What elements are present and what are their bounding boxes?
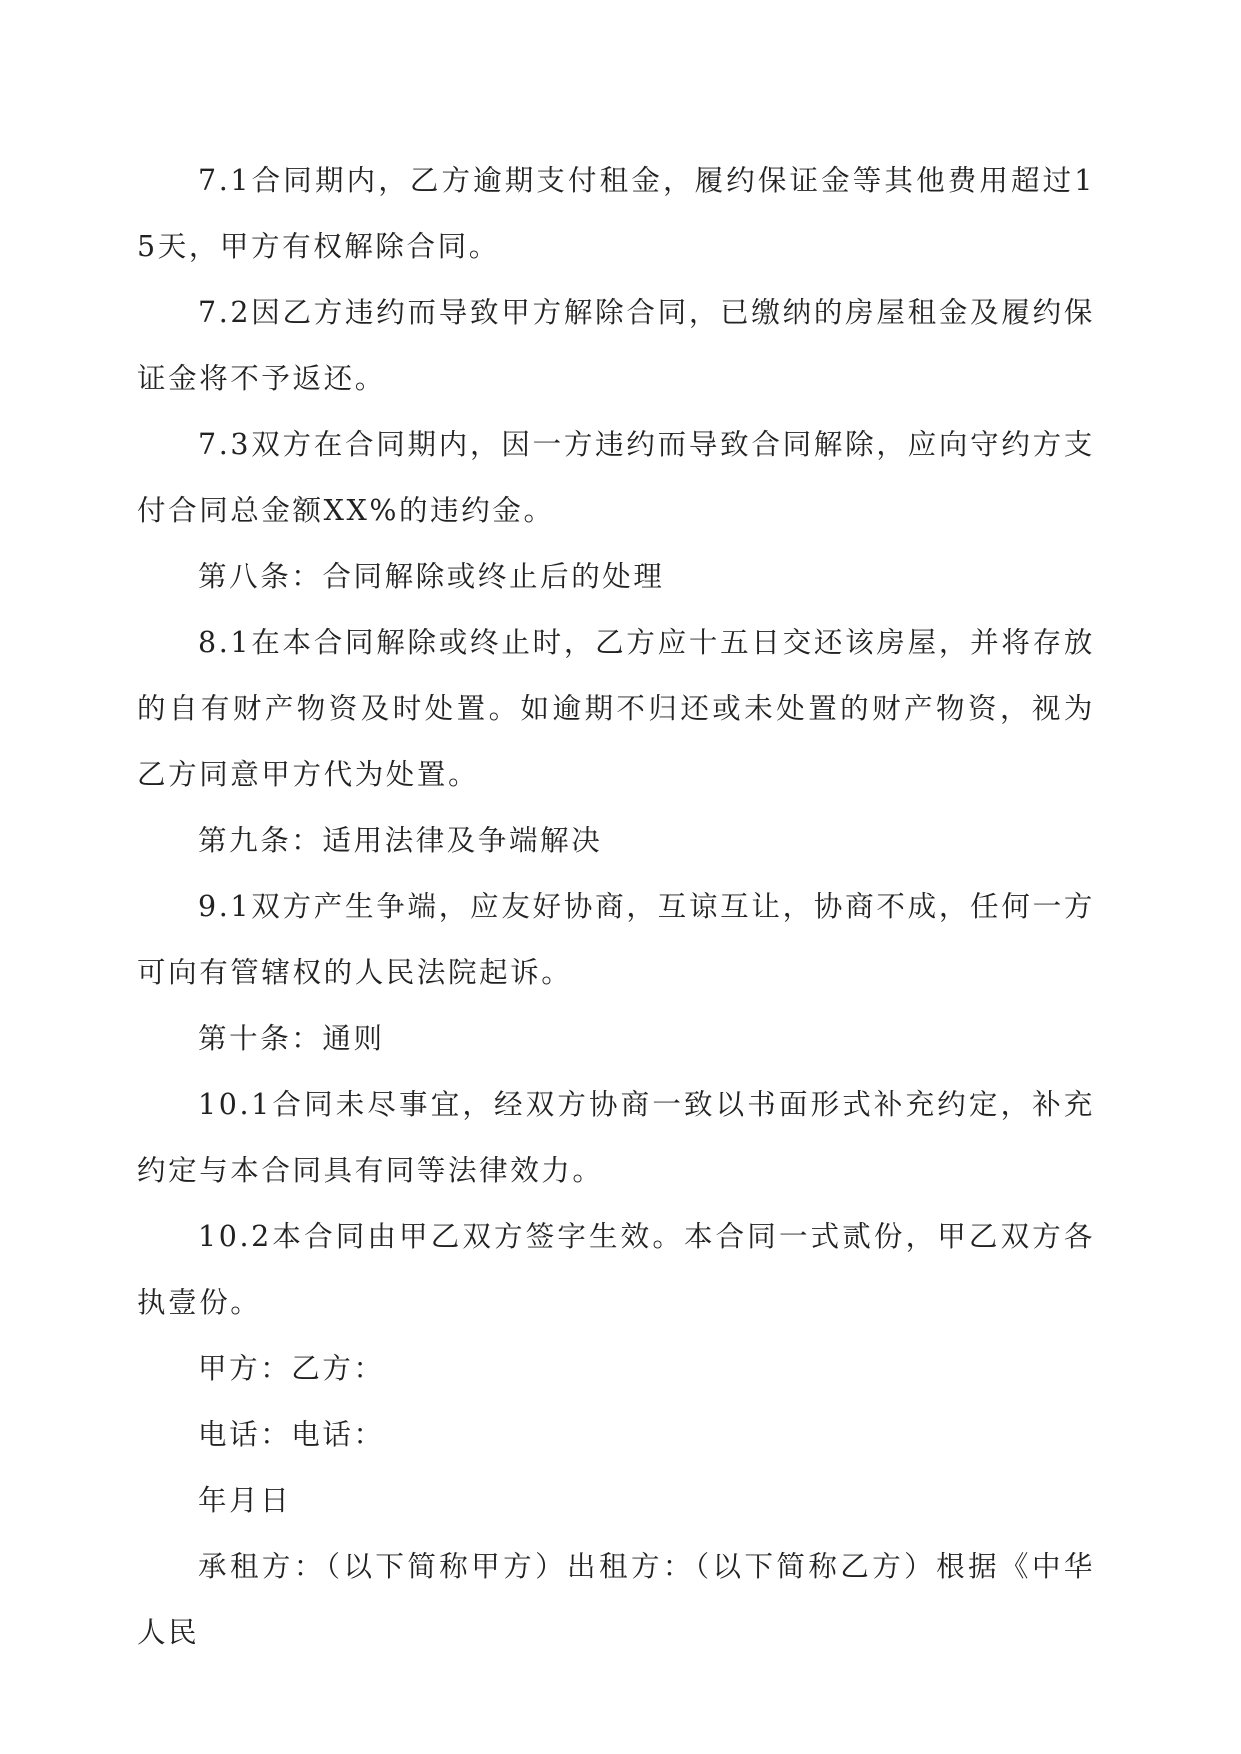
next-contract-opening: 承租方：（以下简称甲方）出租方：（以下简称乙方）根据《中华人民 <box>137 1550 1095 1649</box>
date-line: 年月日 <box>198 1484 292 1517</box>
article-10-heading: 第十条：通则 <box>198 1022 385 1055</box>
clause-7-2: 7.2因乙方违约而导致甲方解除合同，已缴纳的房屋租金及履约保证金将不予返还。 <box>137 296 1095 395</box>
article-8-heading: 第八条：合同解除或终止后的处理 <box>198 560 665 593</box>
clause-7-3: 7.3双方在合同期内，因一方违约而导致合同解除，应向守约方支付合同总金额XX%的违约金。 <box>137 428 1095 527</box>
clause-10-1: 10.1合同未尽事宜，经双方协商一致以书面形式补充约定，补充约定与本合同具有同等法律效力。 <box>137 1088 1095 1187</box>
clause-10-2: 10.2本合同由甲乙双方签字生效。本合同一式贰份，甲乙双方各执壹份。 <box>137 1220 1095 1319</box>
party-signature-line: 甲方：乙方： <box>198 1352 385 1385</box>
clause-7-1: 7.1合同期内，乙方逾期支付租金，履约保证金等其他费用超过15天，甲方有权解除合同。 <box>137 164 1095 263</box>
clause-9-1: 9.1双方产生争端，应友好协商，互谅互让，协商不成，任何一方可向有管辖权的人民法院起诉。 <box>137 890 1095 989</box>
clause-8-1: 8.1在本合同解除或终止时，乙方应十五日交还该房屋，并将存放的自有财产物资及时处置。如逾期不归还或未处置的财产物资，视为乙方同意甲方代为处置。 <box>137 626 1095 791</box>
phone-line: 电话：电话： <box>198 1418 385 1451</box>
article-9-heading: 第九条：适用法律及争端解决 <box>198 824 603 857</box>
document-body <box>137 148 1095 1666</box>
